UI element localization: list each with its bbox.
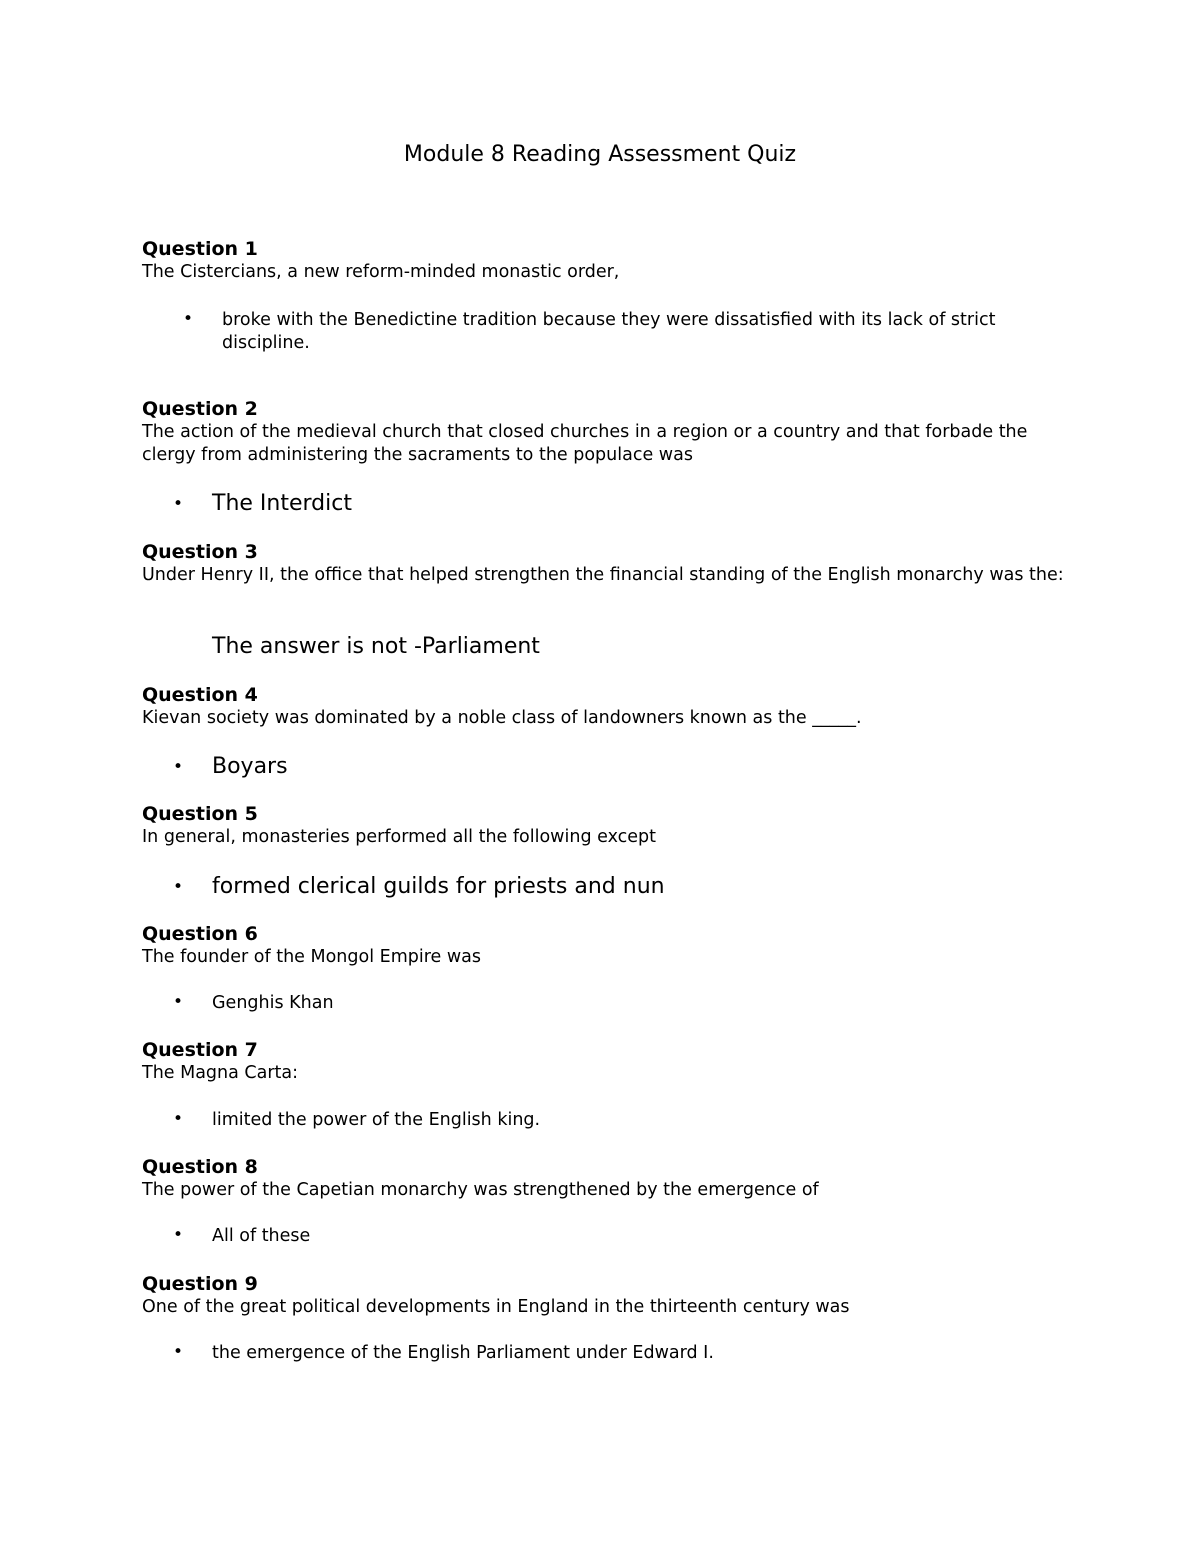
question-heading: Question 1 — [142, 238, 258, 260]
answer-text: formed clerical guilds for priests and nun — [212, 874, 665, 899]
answer-2 — [173, 490, 1053, 518]
question-3 — [142, 540, 1072, 587]
question-heading: Question 9 — [142, 1273, 258, 1295]
answer-text: The Interdict — [212, 491, 352, 516]
answer-text: The answer is not -Parliament — [212, 634, 540, 659]
question-text: The power of the Capetian monarchy was strengthened by the emergence of — [142, 1180, 819, 1200]
question-heading: Question 7 — [142, 1039, 258, 1061]
question-heading: Question 3 — [142, 541, 258, 563]
bullet-icon: • — [173, 1342, 184, 1362]
answer-text: limited the power of the English king. — [212, 1110, 541, 1130]
answer-4 — [173, 753, 1053, 781]
question-9 — [142, 1272, 1072, 1319]
question-text: The founder of the Mongol Empire was — [142, 947, 482, 967]
answer-8 — [173, 1225, 1053, 1248]
question-heading: Question 5 — [142, 803, 258, 825]
question-8 — [142, 1155, 1072, 1202]
question-heading: Question 6 — [142, 923, 258, 945]
answer-6 — [173, 992, 1053, 1015]
bullet-icon: • — [173, 877, 184, 897]
bullet-icon: • — [183, 309, 194, 329]
question-heading: Question 4 — [142, 684, 258, 706]
document-title: Module 8 Reading Assessment Quiz — [403, 142, 797, 167]
question-5 — [142, 802, 1072, 849]
question-text: The Cistercians, a new reform-minded monastic order, — [142, 262, 620, 282]
answer-text: broke with the Benedictine tradition because they were dissatisfied with its lack of strict discipline. — [222, 310, 996, 353]
question-1 — [142, 237, 1072, 284]
question-heading: Question 2 — [142, 398, 258, 420]
bullet-icon: • — [173, 494, 184, 514]
answer-3 — [173, 633, 1053, 661]
answer-7 — [173, 1109, 1053, 1132]
answer-1 — [183, 309, 1063, 355]
question-text: One of the great political developments in England in the thirteenth century was — [142, 1297, 850, 1317]
question-text: Under Henry II, the office that helped strengthen the financial standing of the English monarchy was the: — [142, 565, 1064, 585]
bullet-icon: • — [173, 1225, 184, 1245]
question-heading: Question 8 — [142, 1156, 258, 1178]
question-2 — [142, 397, 1072, 467]
answer-text: Boyars — [212, 754, 288, 779]
question-4 — [142, 683, 1072, 730]
question-text: Kievan society was dominated by a noble class of landowners known as the _____. — [142, 708, 862, 728]
bullet-icon: • — [173, 757, 184, 777]
question-6 — [142, 922, 1072, 969]
bullet-icon: • — [173, 1109, 184, 1129]
answer-text: Genghis Khan — [212, 993, 334, 1013]
question-text: In general, monasteries performed all the following except — [142, 827, 656, 847]
question-text: The Magna Carta: — [142, 1063, 299, 1083]
bullet-icon: • — [173, 992, 184, 1012]
question-7 — [142, 1038, 1072, 1085]
answer-9 — [173, 1342, 1053, 1365]
answer-text: the emergence of the English Parliament under Edward I. — [212, 1343, 714, 1363]
answer-5 — [173, 873, 1053, 901]
question-text: The action of the medieval church that closed churches in a region or a country and that forbade the clergy from administering the sacraments to the populace was — [142, 422, 1028, 465]
answer-text: All of these — [212, 1226, 311, 1246]
